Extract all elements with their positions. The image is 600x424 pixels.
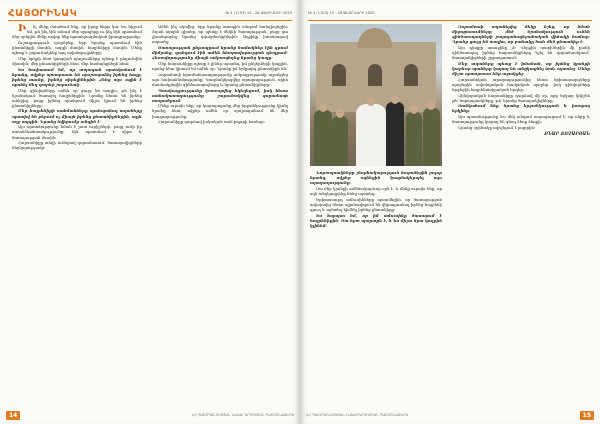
paragraph: Այս պատմությունը նման է շատ ուրիշների, բայց ունի իր առանձնահատկությունը։ Այն պատմում է սիրո և ծառայության մասին։: [12, 124, 142, 140]
soldier-figure: [406, 112, 422, 166]
person-head: [410, 105, 418, 114]
church-arch: [404, 64, 418, 86]
paragraph-emphasis: Մեր տղաները պետք է իմանան, որ իրենց կյանքի կարևոր պահերը կարող են անցկացնել նաև այստեղ։ Մենք միշտ պատրաստ ենք աջակցել։: [452, 60, 590, 77]
page-header-right: [308, 6, 592, 21]
soldier-figure: [314, 110, 332, 166]
paragraph: Մեր հարսանիքը պետք է լիներ այստեղ, իմ ընկերների կողքին, որոնց հետ կիսում եմ ամեն օր։ Նրանք իմ երկրորդ ընտանիքն են։: [152, 60, 288, 71]
right-page: [300, 0, 600, 424]
soldier-figure: [423, 108, 440, 166]
paragraph: Մենք ուրախ ենք, որ կարողացանք մեր երջանկությունը կիսել նրանց հետ, ովքեր ամեն օր պաշտպանում են մեր խաղաղությունը։: [152, 103, 288, 119]
person-head: [336, 109, 344, 118]
person-head: [427, 101, 435, 110]
paragraph-emphasis: Նորապսակները շնորհակալություն հայտնեցին բոլոր նրանց, ովքեր օգնեցին կազմակերպել այս արարողությունը։: [310, 170, 442, 186]
author-signature: ՔՆԱՐ ՔՈՉԱՐՅԱՆ: [544, 130, 590, 136]
bride-figure: [356, 104, 386, 166]
paragraph: Մեր զինվորները ամեն օր ցույց են տալիս, թե ինչ է նշանակում ծառայել հայրենիքին։ Նրանք հեռու են իրենց տներից, բայց իրենց սրտերում միշտ կրում են իրենց ընտանիքները։: [12, 87, 142, 108]
magazine-logo: ՀԱՅՕՐԻՆԱԿ: [8, 7, 78, 19]
paragraph: Երիտասարդ ամուսինները պատմեցին, որ ծառայության ավարտից հետո պլանավորում են վերադառնալ իրենց հայրենի գյուղ և այնտեղ հիմնել իրենց ընտանիքը։: [310, 196, 442, 212]
article-column-4: [452, 24, 590, 404]
church-arch: [368, 64, 382, 86]
page-header-left: [8, 6, 292, 21]
paragraph-emphasis: Պսակադրությունը կատարվեց եկեղեցում, իսկ հետո տոնակատարությունը շարունակվեց զորամասի տարածքում։: [152, 87, 288, 103]
groom-figure: [386, 102, 404, 166]
paragraph: Մեր երկրի հետ կապված որոշումները պետք է ընդունվեն միասին, մեր ընտանիքների հետ, մեր համայնքների հետ։: [12, 55, 142, 66]
paragraph: Ամեն ինչ սկսվեց, երբ նրանք առաջին անգամ հանդիպեցին։ Տղան արդեն գիտեր, որ պետք է մեկնի ծառայության, բայց դա չխանգարեց նրանց զգացմունքներին։ Աղջիկը խոստացավ սպասել։: [152, 24, 288, 45]
paragraph-emphasis: Ծառայության ընթացքում նրանք նամակներ էին գրում միմյանց, զանգում էին ամեն հնարավորության դեպքում։ Հեռավորությունը միայն ամրապնդեց նրանց կապը։: [152, 44, 288, 61]
paragraph-emphasis: Մեր հայրենիքի սահմանները պահպանող տղաները պատիվ են բերում ոչ միայն իրենց ընտանիքներին, այլև ողջ ազգին։ Նրանց նվիրումը անգին է։: [12, 108, 142, 124]
paragraph: Ուշադրություն դարձրեք, երբ նրանք պատմում էին ընտանիքի մասին, ազգի մասին, հայրենիքի մասին։ Մենք պետք է շարունակենք այդ ավանդույթները։: [12, 39, 142, 56]
paragraph: Սա մեր կյանքի ամենակարևոր օրն է, և մենք ուրախ ենք, որ այն անցկացրինք հենց այստեղ։: [310, 185, 442, 196]
paragraph: Հարսանեկան արարողությունից հետո երիտասարդները պարեցին ավանդական հայկական պարեր, իսկ զինվորները երգեցին հայրենասիրական երգեր։: [452, 76, 590, 92]
paragraph: Հարսանիքը դարձավ իսկական տոն բոլորի համար։: [158, 119, 265, 125]
paragraph: Այս պատմությունը ևս մեկ անգամ ապացուցում է, որ սերը և ծառայությունը կարող են գնալ ձեռք ձեռքի։: [452, 114, 590, 125]
church-dome: [358, 28, 392, 48]
footer-text: ՀՀ ՊԱՇՏՊԱՆՈՒԹՅԱՆ ՆԱԽԱՐԱՐՈՒԹՅԱՆ ՊԱՇՏՈՆԱԹԵՐԹ: [191, 413, 294, 417]
issue-info: № 4 (1103) 15 - 28 ՓԵՏՐՎԱՐԻ 2020: [308, 11, 375, 15]
church-arch: [332, 64, 346, 86]
paragraph: Ինչ մենք մտածում ենք, որ իրոք հերթ կա: Ես հիշում եմ, թե ինչ էին անում մեր պապերը ու ինչ էին պատմում մեր օրերին մենք սովոր ենք պատերազմական իրադրությանը։: [12, 24, 142, 40]
article-column-1: [12, 24, 142, 404]
footer-text: ՀՀ ՊԱՇՏՊԱՆՈՒԹՅԱՆ ՆԱԽԱՐԱՐՈՒԹՅԱՆ ՊԱՇՏՈՆԱԹԵՐԹ: [306, 413, 409, 417]
paragraph: Զինվորական հարսանիքը դարձավ մի օր, որը երկար կհիշեն թե՛ նորապսակները, թե՛ նրանց ծառայակիցները։: [452, 92, 590, 103]
paragraph-emphasis: Ես հպարտ եմ, որ իմ ամուսինը ծառայում է հայրենիքին։ Սա նրա պարտքն է, և ես միշտ նրա կողքին կլինեմ։: [310, 212, 442, 228]
article-column-3: [310, 170, 442, 404]
issue-info: № 4 (1103) 15 - 28 ՓԵՏՐՎԱՐԻ 2020: [225, 11, 292, 15]
person-head: [391, 95, 399, 104]
page-number: 14: [6, 411, 20, 420]
page-number: 15: [580, 411, 594, 420]
paragraph: Նրանց օրինակը ոգեշնչում է բոլորին։: [458, 124, 536, 130]
paragraph: Այս դեպքը առաջինը չէ։ Վերջին տարիներին մի քանի զինծառայող իրենց հարսանիքները նշել են զորամասերում՝ ծառայակիցների շրջապատում։: [452, 44, 590, 61]
page-footer-right: [306, 410, 594, 420]
article-column-2: [152, 24, 288, 404]
paragraph: Զորամասի հրամանատարությունը ամբողջությամբ աջակցեց այս նախաձեռնությանը։ Կազմակերպվեց արարողություն, որին մասնակցեցին զինծառայողները և նրանց ընտանիքները։: [152, 71, 288, 87]
soldier-figure: [332, 116, 348, 166]
page-footer-left: [6, 410, 294, 420]
paragraph-emphasis: Ես հավատում եմ, որ ապագան պատկանում է նրանց, ովքեր պատրաստ են պաշտպանել իրենց հողը, իրենց տունը, իրենց սիրելիներին։ Հենց այս ոգին է պահել մեզ դարեր շարունակ։: [12, 66, 142, 87]
person-head: [319, 103, 327, 112]
wedding-photo: [310, 24, 442, 166]
paragraph: Հարսանիքը տեղի ունեցավ զորամասում, ծառայակիցների ներկայությամբ։: [12, 140, 142, 151]
paragraph-emphasis: Ցանկանում ենք նրանց երջանկություն և խաղաղ երկինք։: [452, 103, 590, 114]
paragraph-emphasis: Զորամասի սպաներից մեկը նշեց, որ նման միջոցառումները մեծ նշանակություն ունեն զինծառայողների բարոյահոգեբանական վիճակի համար։ Դրանք ցույց են տալիս, որ բանակը նաև մեծ ընտանիք է։: [452, 24, 590, 45]
person-head: [367, 97, 375, 106]
